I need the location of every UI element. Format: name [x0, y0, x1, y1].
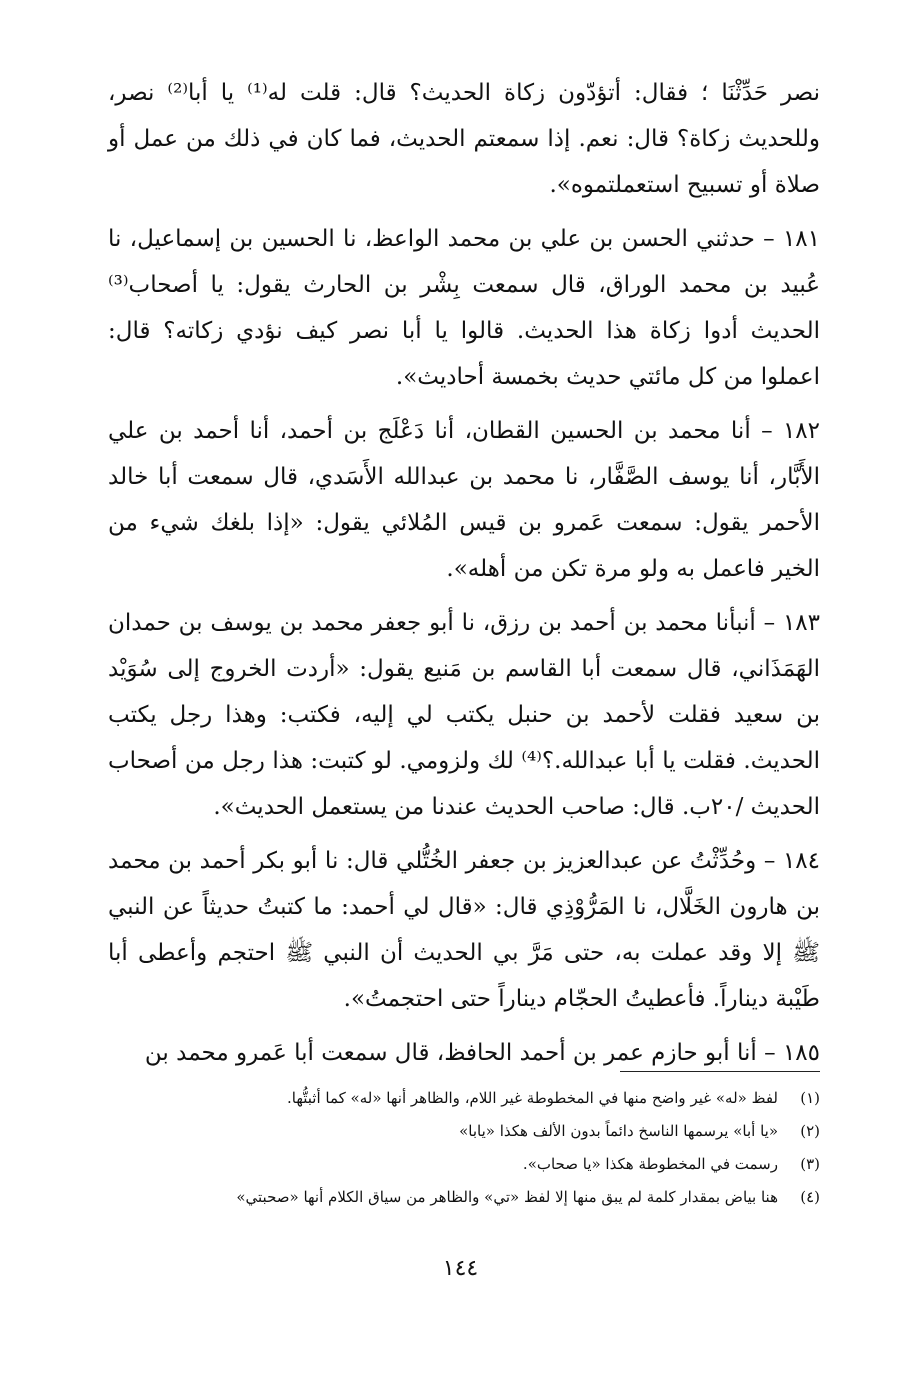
page-body — [108, 70, 820, 1084]
paragraph-185: ١٨٥ – أنا أبو حازم عمر بن أحمد الحافظ، قال سمعت أبا عَمرو محمد بن — [144, 1040, 820, 1066]
footnote-4 — [108, 1181, 820, 1214]
footnote-number: (٢) — [800, 1122, 820, 1140]
footnote-1 — [108, 1082, 820, 1115]
page-number: ١٤٤ — [442, 1256, 479, 1281]
footnote-number: (٤) — [800, 1188, 820, 1206]
footnote-text: لفظ «له» غير واضح منها في المخطوطة غير اللام، والظاهر أنها «له» كما أثبتُّها. — [286, 1089, 778, 1107]
paragraph-181: ١٨١ – حدثني الحسن بن علي بن محمد الواعظ، نا الحسين بن إسماعيل، نا عُبيد بن محمد الوراق، قال سمعت بِشْر بن الحارث يقول: يا أصحاب⁽³⁾ الحديث أدوا زكاة هذا الحديث. قالوا يا أبا نصر كيف نؤدي زكاته؟ قال: اعملوا من كل مائتي حديث بخمسة أحاديث». — [108, 226, 820, 390]
footnote-text: رسمت في المخطوطة هكذا «يا صحاب». — [522, 1155, 778, 1173]
footnotes — [108, 1082, 820, 1214]
footnote-text: «يا أبا» يرسمها الناسخ دائماً بدون الألف هكذا «يابا» — [459, 1122, 778, 1140]
paragraph-continuation: نصر حَدِّثْنَا ؛ فقال: أتؤدّون زكاة الحديث؟ قال: قلت له⁽¹⁾ يا أبا⁽²⁾ نصر، وللحديث زكاة؟ قال: نعم. إذا سمعتم الحديث، فما كان في ذلك من عمل أو صلاة أو تسبيح استعملتموه». — [108, 80, 820, 198]
footnote-2 — [108, 1115, 820, 1148]
footnote-3 — [108, 1148, 820, 1181]
footnote-text: هنا بياض بمقدار كلمة لم يبق منها إلا لفظ «تي» والظاهر من سياق الكلام أنها «صحبتي» — [236, 1188, 778, 1206]
footnote-number: (٣) — [800, 1155, 820, 1173]
paragraph-183: ١٨٣ – أنبأنا محمد بن أحمد بن رزق، نا أبو جعفر محمد بن يوسف بن حمدان الهَمَذَاني، قال سمعت أبا القاسم بن مَنيع يقول: «أردت الخروج إلى سُوَيْد بن سعيد فقلت لأحمد بن حنبل يكتب لي إليه، فكتب: وهذا رجل يكتب الحديث. فقلت يا أبا عبدالله.؟⁽⁴⁾ لك ولزومي. لو كتبت: هذا رجل من أصحاب الحديث /٢٠ب. قال: صاحب الحديث عندنا من يستعمل الحديث». — [108, 610, 820, 820]
footnotes-divider — [620, 1071, 820, 1072]
footnote-number: (١) — [800, 1089, 820, 1107]
paragraph-184: ١٨٤ – وحُدِّثْتُ عن عبدالعزيز بن جعفر الخُتُّلي قال: نا أبو بكر أحمد بن محمد بن هارون الخَلَّال، نا المَرُّوْذِي قال: «قال لي أحمد: ما كتبتُ حديثاً عن النبي ﷺ إلا وقد عملت به، حتى مَرَّ بي الحديث أن النبي ﷺ احتجم وأعطى أبا طَيْبة ديناراً. فأعطيتُ الحجّام ديناراً حتى احتجمتُ». — [108, 848, 820, 1012]
paragraph-182: ١٨٢ – أنا محمد بن الحسين القطان، أنا دَعْلَج بن أحمد، أنا أحمد بن علي الأَبَّار، أنا يوسف الصَّفَّار، نا محمد بن عبدالله الأَسَدي، قال سمعت أبا خالد الأحمر يقول: سمعت عَمرو بن قيس المُلائي يقول: «إذا بلغك شيء من الخير فاعمل به ولو مرة تكن من أهله». — [108, 418, 820, 582]
